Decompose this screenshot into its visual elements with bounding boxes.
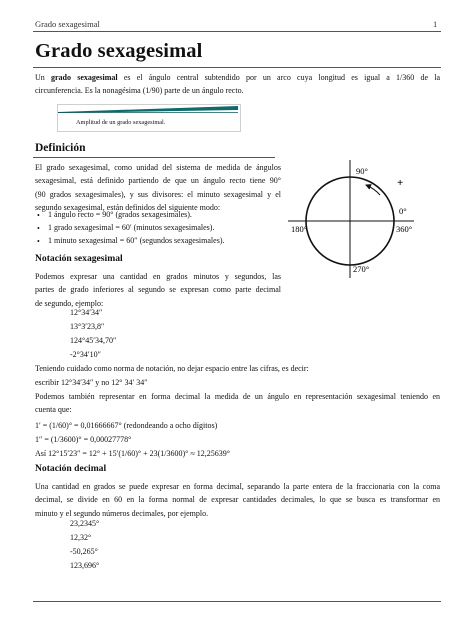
label-0: 0°: [399, 206, 407, 216]
equation-second: 1″ = (1/3600)° = 0,00027778°: [35, 435, 132, 444]
decimal-representation-paragraph: Podemos también representar en forma decimal la medida de un ángulo en representación sexagesimal teniendo en cuenta que:: [35, 392, 440, 415]
term-grado-sexagesimal: grado sexagesimal: [51, 73, 118, 82]
bullet-dot: •: [37, 237, 40, 246]
header-rule: [33, 31, 441, 32]
footer-rule: [33, 601, 441, 602]
page-title: Grado sexagesimal: [35, 40, 203, 62]
example-sexagesimal: 12°34′34″: [70, 308, 103, 317]
title-rule: [33, 67, 441, 68]
example-sexagesimal: -2°34′10″: [70, 350, 101, 359]
equation-minute: 1′ = (1/60)° = 0,01666667° (redondeando a ocho dígitos): [35, 421, 218, 430]
definicion-line: segundo sexagesimal, están definidos del siguiente modo:: [35, 203, 221, 213]
bullet-item: 1 ángulo recto = 90° (grados sexagesimales).: [48, 210, 192, 219]
notacion-line: Podemos expresar una cantidad en grados minutos y segundos, las: [35, 272, 281, 281]
intro-line-1: Un grado sexagesimal es el ángulo central subtendido por un arco cuya longitud es igual a 1/360 de la: [35, 73, 441, 82]
bullet-dot: •: [37, 224, 40, 233]
example-decimal: 23,2345°: [70, 519, 100, 528]
definicion-rule: [33, 157, 275, 158]
figure-box: [57, 104, 241, 132]
example-decimal: -50,265°: [70, 547, 98, 556]
figure-caption: Amplitud de un grado sexagesimal.: [76, 119, 166, 126]
label-180: 180°: [291, 224, 308, 234]
equation-example: Así 12°15′23″ = 12° + 15′(1/60)° + 23(1/3600)° ≈ 12,25639°: [35, 449, 230, 458]
running-header-title: Grado sexagesimal: [35, 19, 100, 29]
bullet-item: 1 grado sexagesimal = 60′ (minutos sexagesimales).: [48, 223, 215, 232]
label-360: 360°: [396, 224, 413, 234]
label-270: 270°: [353, 264, 370, 274]
notacion-line: partes de grado inferiores al segundo se expresan como parte decimal: [35, 285, 281, 295]
heading-definicion: Definición: [35, 142, 86, 154]
example-decimal: 12,32°: [70, 533, 92, 542]
notacion-sexagesimal-paragraph: [35, 270, 281, 310]
heading-notacion-decimal: Notación decimal: [35, 463, 107, 474]
bullet-dot: •: [37, 211, 40, 220]
positive-direction-label: +: [397, 177, 404, 189]
page-number: 1: [433, 19, 438, 29]
notacion-line: de segundo, ejemplo:: [35, 298, 104, 308]
angle-circle-diagram: [286, 158, 446, 282]
example-decimal: 123,696°: [70, 561, 100, 570]
angle-figure-image: [58, 105, 240, 115]
notation-rule-text: Teniendo cuidado como norma de notación, no dejar espacio entre las cifras, es decir:: [35, 364, 309, 373]
heading-notacion-sexagesimal: Notación sexagesimal: [35, 253, 123, 264]
example-sexagesimal: 124°45′34,70″: [70, 336, 117, 345]
notation-example-text: escribir 12°34′34″ y no 12° 34′ 34″: [35, 378, 148, 387]
intro-line-2: circunferencia. Es la nonagésima (1/90) parte de un ángulo recto.: [35, 86, 244, 96]
definicion-line: sexagesimal, está definido partiendo de que un ángulo recto tiene 90°: [35, 176, 281, 186]
definicion-paragraph: [35, 161, 281, 215]
notacion-decimal-paragraph: Una cantidad en grados se puede expresar en forma decimal, separando la parte entera de la fraccionaria con la coma decimal, se divide en 60 en la forma normal de expresar cantidades decimales, lo que se busca es transformar en minuto y el segundo números decimales, por ejemplo.: [35, 482, 440, 518]
label-90: 90°: [356, 166, 368, 176]
intro-paragraph: [35, 71, 440, 98]
bullet-item: 1 minuto sexagesimal = 60″ (segundos sexagesimales).: [48, 236, 225, 245]
example-sexagesimal: 13°3′23,8″: [70, 322, 105, 331]
definicion-line: (90 grados sexagesimales), y sus divisores: el minuto sexagesimal y el: [35, 189, 281, 199]
definicion-line: El grado sexagesimal, como unidad del sistema de medida de ángulos: [35, 163, 281, 172]
